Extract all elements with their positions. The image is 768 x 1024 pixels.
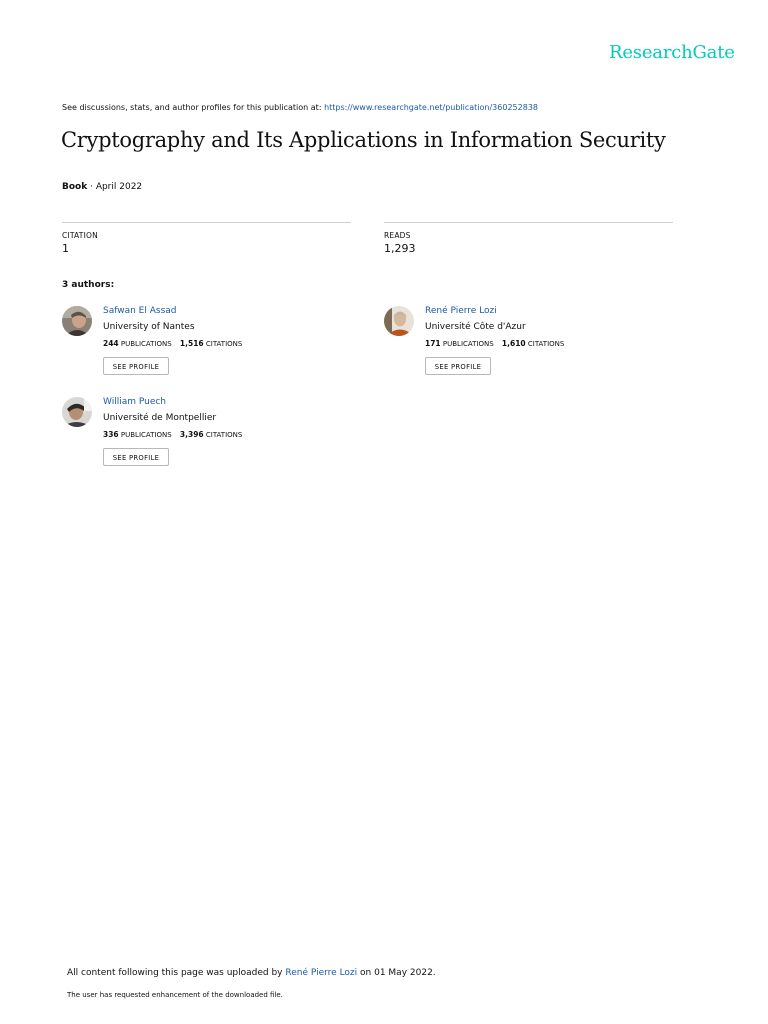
publication-title: Cryptography and Its Applications in Information Security [61,128,666,152]
author-card [62,306,362,388]
reads-count: 1,293 [384,242,416,255]
publications-count: 244 [103,339,119,348]
citation-divider [62,222,351,223]
see-profile-button[interactable]: SEE PROFILE [103,448,169,466]
citations-count: 1,516 [179,339,204,348]
researchgate-logo[interactable]: ResearchGate [609,42,735,63]
publications-count: 171 [425,339,441,348]
enhancement-note: The user has requested enhancement of the downloaded file. [67,991,283,999]
discussion-prefix: See discussions, stats, and author profiles for this publication at: [62,103,325,112]
citation-count: 1 [62,242,69,255]
author-name-link[interactable]: René Pierre Lozi [425,306,497,316]
author-affiliation: Université de Montpellier [103,413,217,423]
citations-count: 3,396 [179,430,204,439]
citations-label: CITATIONS [205,431,243,439]
citations-label: CITATIONS [205,340,243,348]
author-stats [425,339,564,348]
upload-suffix: on 01 May 2022. [357,968,436,978]
meta-separator: · [87,182,96,192]
publication-type: Book [62,182,88,192]
author-card [384,306,684,388]
author-name-link[interactable]: Safwan El Assad [103,306,177,316]
author-affiliation: University of Nantes [103,322,195,332]
author-stats [103,430,242,439]
upload-prefix: All content following this page was uploaded by [67,968,286,978]
publication-date: April 2022 [95,182,143,192]
reads-divider [384,222,673,223]
publications-label: PUBLICATIONS [120,340,172,348]
publications-label: PUBLICATIONS [120,431,172,439]
discussion-line [62,103,538,112]
citation-label: CITATION [62,231,98,240]
authors-heading: 3 authors: [62,280,115,290]
citations-label: CITATIONS [527,340,565,348]
publications-label: PUBLICATIONS [442,340,494,348]
author-avatar[interactable] [384,306,414,336]
publication-meta [62,182,142,192]
publications-count: 336 [103,430,119,439]
author-affiliation: Université Côte d'Azur [425,322,526,332]
citations-count: 1,610 [501,339,526,348]
upload-notice [67,968,436,978]
author-avatar[interactable] [62,306,92,336]
author-stats [103,339,242,348]
see-profile-button[interactable]: SEE PROFILE [103,357,169,375]
author-card [62,397,362,479]
author-name-link[interactable]: William Puech [103,397,167,407]
uploader-link[interactable]: René Pierre Lozi [285,968,358,978]
author-avatar[interactable] [62,397,92,427]
publication-url-link[interactable]: https://www.researchgate.net/publication/360252838 [324,103,538,112]
reads-label: READS [384,231,411,240]
see-profile-button[interactable]: SEE PROFILE [425,357,491,375]
